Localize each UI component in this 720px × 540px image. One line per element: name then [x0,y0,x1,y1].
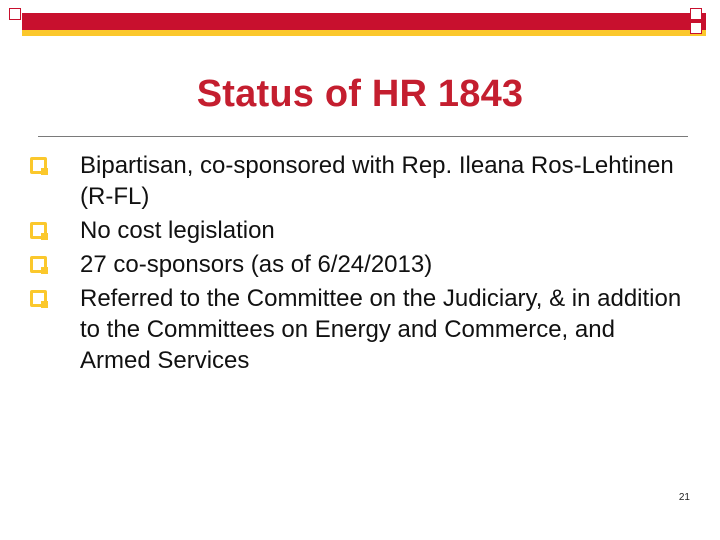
checkbox-bullet-icon [30,290,47,307]
checkbox-bullet-icon [30,222,47,239]
bullet-item [28,249,688,280]
bullet-text: Referred to the Committee on the Judiciary, & in addition to the Committees on Energy and Commerce, and Armed Services [80,285,682,374]
bullet-item [28,283,688,376]
bullet-text: Bipartisan, co-sponsored with Rep. Ileana Ros-Lehtinen (R-FL) [80,152,674,210]
bullet-list [28,150,688,379]
title-divider [38,136,688,137]
page-number: 21 [678,492,690,503]
checkbox-bullet-icon [30,256,47,273]
bullet-item [28,215,688,246]
slide-title: Status of HR 1843 [196,73,524,115]
bullet-item [28,150,688,212]
bullet-text: 27 co-sponsors (as of 6/24/2013) [80,251,433,278]
header-bar-red [22,13,706,30]
corner-square-left [9,8,21,20]
bullet-text: No cost legislation [80,217,275,244]
corner-square-right [690,8,702,20]
corner-square-right-lower [690,22,702,34]
header-bar-yellow [22,30,706,36]
checkbox-bullet-icon [30,157,47,174]
